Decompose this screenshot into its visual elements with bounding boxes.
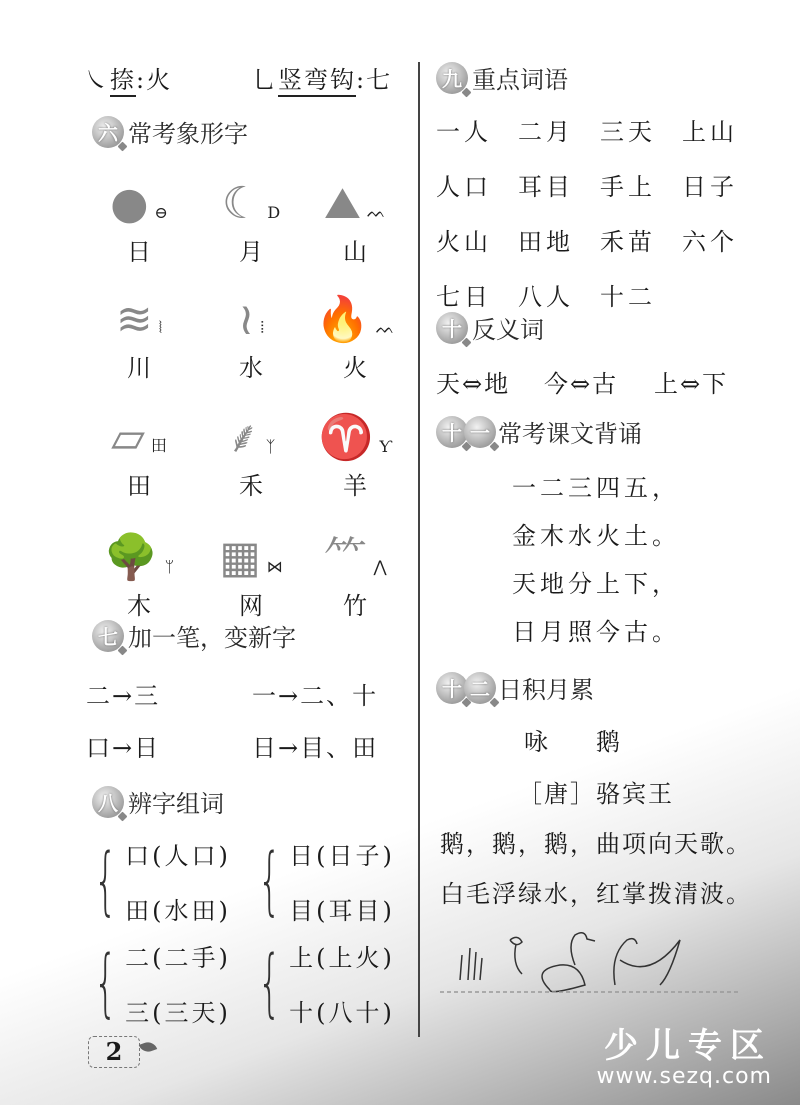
mountain-picture-icon: ⛰	[323, 178, 361, 229]
net-picture-icon: ▦	[219, 532, 261, 583]
pictograph-item	[300, 166, 410, 267]
pictograph-item	[196, 282, 306, 383]
stroke-example: 火	[146, 66, 173, 94]
bamboo-picture-icon: ⺮	[323, 532, 368, 583]
section-badge-icon: 一	[464, 416, 496, 448]
word-item: 三天	[600, 118, 656, 146]
geese-illustration-icon	[440, 930, 740, 1000]
word-item: 七日	[436, 283, 492, 311]
brace-icon: {	[257, 940, 282, 1026]
moon-picture-icon: ☾	[221, 178, 262, 229]
pictograph-char: 网	[239, 592, 263, 620]
fire-picture-icon: 🔥	[315, 294, 370, 345]
section-heading-add-stroke	[92, 618, 296, 653]
poem-line: 一二三四五，	[512, 474, 680, 502]
poem-line: 白毛浮绿水，红掌拨清波。	[440, 880, 752, 908]
word-item: 耳目	[518, 173, 574, 201]
pictograph-char: 禾	[239, 472, 263, 500]
word-item: 上山	[682, 118, 738, 146]
word-item: 火山	[436, 228, 492, 256]
word-item: 八人	[518, 283, 574, 311]
stroke-name: 捺	[110, 66, 136, 97]
sheep-picture-icon: ♈	[318, 412, 374, 463]
pictograph-item	[300, 520, 410, 621]
section-title: 加一笔，变新字	[128, 624, 296, 652]
word-group: { 口(人口) 田(水田)	[93, 838, 231, 925]
add-stroke-item: 二→三	[86, 682, 161, 710]
watermark-url: www.sezq.com	[596, 1064, 772, 1089]
word-item: 六个	[682, 228, 738, 256]
ancient-glyph-icon: ⦚	[158, 318, 163, 337]
stroke-example: 七	[366, 66, 393, 94]
section-badge-icon: 六	[92, 116, 124, 148]
brace-icon: {	[93, 838, 118, 924]
section-badge-icon: 十	[436, 312, 468, 344]
word-item: 禾苗	[600, 228, 656, 256]
section-title: 日积月累	[498, 676, 594, 704]
key-words-grid	[436, 112, 764, 312]
stroke-item-shuwangou: 乚竖弯钩:七	[252, 60, 392, 95]
ancient-glyph-icon: ⋈	[266, 557, 283, 576]
brace-icon: {	[93, 940, 118, 1026]
watermark-title: 少儿专区	[604, 1026, 772, 1066]
recitation-text	[512, 464, 680, 656]
section-badge-icon: 九	[436, 62, 468, 94]
poem-line: 日月照今古。	[512, 618, 680, 646]
word-group: { 二(二手) 三(三天)	[93, 940, 231, 1027]
pictograph-item	[84, 520, 194, 621]
word-item: 一人	[436, 118, 492, 146]
section-heading-key-words	[436, 60, 568, 95]
pictograph-item	[196, 166, 306, 267]
antonym-pair: 今⇔古	[544, 370, 619, 398]
pictograph-char: 日	[127, 238, 151, 266]
section-title: 重点词语	[472, 66, 568, 94]
section-title: 常考课文背诵	[498, 420, 642, 448]
section-heading-antonyms	[436, 310, 544, 345]
section-badge-icon: 十	[436, 416, 468, 448]
word-item: 十二	[600, 283, 656, 311]
ancient-glyph-icon: 田	[150, 436, 167, 455]
sun-picture-icon: ●	[110, 178, 149, 229]
poem-line: 鹅，鹅，鹅，曲项向天歌。	[440, 830, 752, 858]
pictograph-item	[300, 400, 410, 501]
poem-line: 金木水火土。	[512, 522, 680, 550]
word-item: 手上	[600, 173, 656, 201]
word-group: { 上(上火) 十(八十)	[257, 940, 395, 1027]
brace-icon: {	[257, 838, 282, 924]
pictograph-char: 月	[239, 238, 263, 266]
field-picture-icon: ▱	[111, 412, 145, 463]
ancient-glyph-icon: ⋀	[373, 557, 387, 576]
ancient-glyph-icon: ⊖	[154, 203, 168, 222]
add-stroke-item: 一→二、十	[252, 682, 379, 710]
section-heading-recitation	[436, 414, 642, 449]
pictograph-char: 木	[127, 592, 151, 620]
pictograph-item	[84, 282, 194, 383]
pictograph-item	[196, 400, 306, 501]
water-picture-icon: ≀	[237, 294, 255, 345]
pictograph-item	[84, 400, 194, 501]
section-badge-icon: 八	[92, 786, 124, 818]
pictograph-char: 水	[239, 354, 263, 382]
section-heading-distinguish-chars	[92, 784, 224, 819]
word-item: 日子	[682, 173, 738, 201]
add-stroke-item: 口→日	[86, 734, 161, 762]
pictograph-char: 竹	[343, 592, 367, 620]
antonym-pair: 上⇔下	[654, 370, 729, 398]
word-item: 田地	[518, 228, 574, 256]
stroke-glyph: ㇏	[84, 66, 110, 94]
antonym-pair: 天⇔地	[436, 370, 511, 398]
word-item: 人口	[436, 173, 492, 201]
section-badge-icon: 十	[436, 672, 468, 704]
pictograph-char: 川	[127, 354, 151, 382]
leaf-icon	[139, 1040, 157, 1055]
section-heading-pictographs	[92, 114, 248, 149]
add-stroke-item: 日→目、田	[252, 734, 379, 762]
page-number: 2	[88, 1036, 140, 1068]
stroke-name: 竖弯钩	[278, 66, 356, 97]
tree-picture-icon: 🌳	[103, 532, 159, 583]
ancient-glyph-icon: Ƴ	[379, 437, 392, 456]
section-badge-icon: 七	[92, 620, 124, 652]
section-title: 常考象形字	[128, 120, 248, 148]
pictograph-char: 田	[127, 472, 151, 500]
section-title: 辨字组词	[128, 790, 224, 818]
pictograph-item	[196, 520, 306, 621]
grain-picture-icon: ⸙	[226, 412, 260, 463]
pictograph-item	[300, 282, 410, 383]
pictograph-char: 羊	[343, 472, 367, 500]
word-group: { 日(日子) 目(耳目)	[257, 838, 395, 925]
stroke-glyph: 乚	[252, 66, 278, 94]
ancient-glyph-icon: ᨓ	[366, 202, 387, 221]
river-picture-icon: ≋	[115, 294, 153, 345]
pictograph-char: 火	[343, 354, 367, 382]
pictograph-item	[84, 166, 194, 267]
column-divider	[418, 62, 420, 1037]
ancient-glyph-icon: ᛉ	[265, 437, 276, 456]
ancient-glyph-icon: ᨓ	[375, 318, 395, 337]
poem-author: ［唐］骆宾王	[518, 780, 674, 808]
ancient-glyph-icon: ⦙	[260, 318, 265, 337]
word-item: 二月	[518, 118, 574, 146]
section-badge-icon: 二	[464, 672, 496, 704]
pictograph-char: 山	[343, 238, 367, 266]
ancient-glyph-icon: ᛘ	[164, 557, 175, 576]
ancient-glyph-icon: D	[267, 203, 281, 222]
stroke-item-na: ㇏捺:火	[84, 60, 172, 95]
section-heading-daily-accumulation	[436, 670, 594, 705]
section-title: 反义词	[472, 316, 544, 344]
poem-line: 天地分上下，	[512, 570, 680, 598]
poem-title: 咏 鹅	[524, 728, 620, 756]
